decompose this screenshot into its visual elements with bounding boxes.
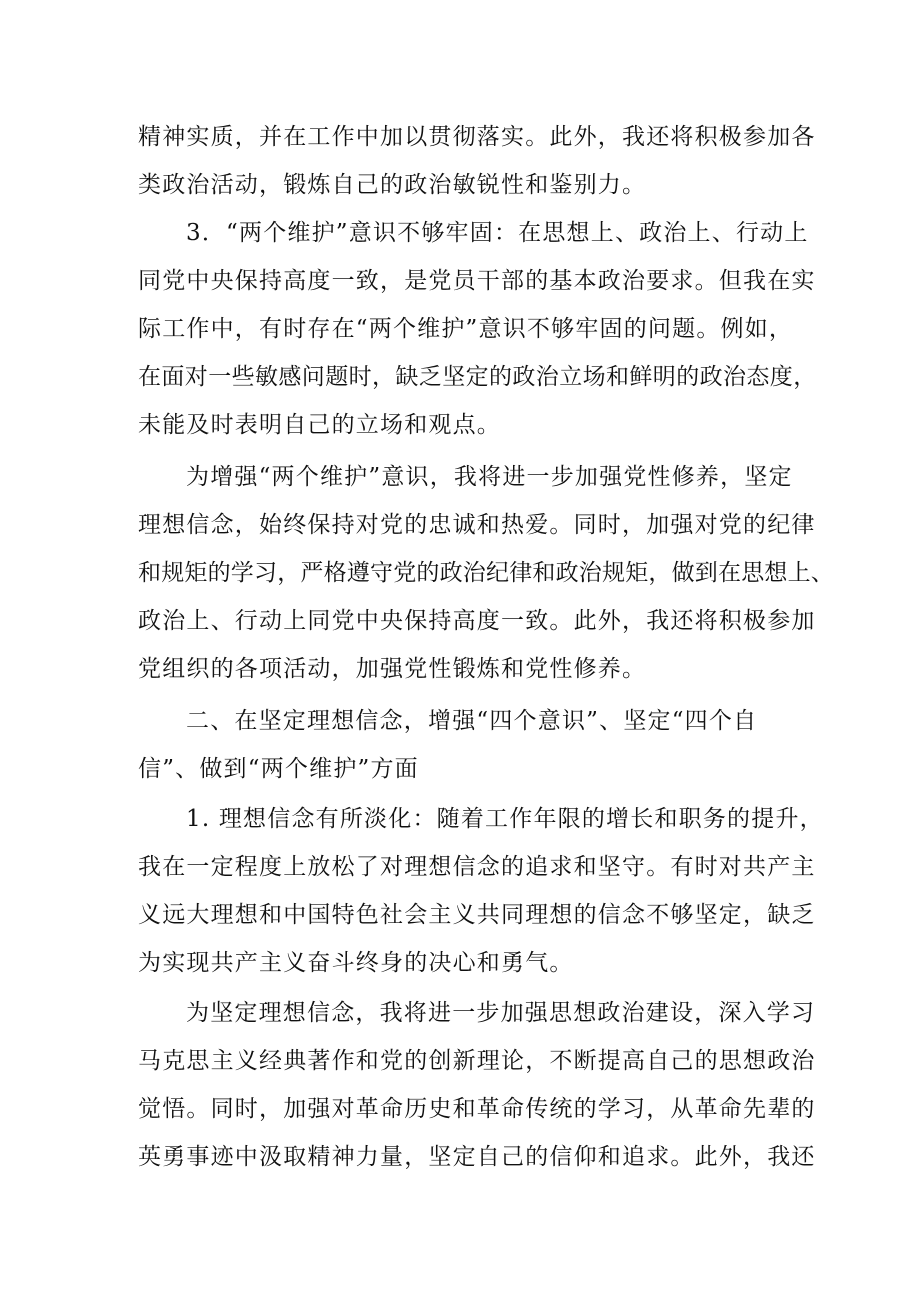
text-line: 在面对一些敏感问题时，缺乏坚定的政治立场和鲜明的政治态度， (138, 364, 817, 390)
text-line: 3．“两个维护”意识不够牢固：在思想上、政治上、行动上 (186, 220, 809, 246)
text-line: 政治上、行动上同党中央保持高度一致。此外，我还将积极参加 (138, 608, 816, 634)
text-line: 觉悟。同时，加强对革命历史和革命传统的学习，从革命先辈的 (138, 1096, 816, 1122)
text-line: 马克思主义经典著作和党的创新理论，不断提高自己的思想政治 (138, 1048, 816, 1074)
text-line: 为坚定理想信念，我将进一步加强思想政治建设，深入学习 (186, 1000, 816, 1026)
text-line: 理想信念，始终保持对党的忠诚和热爱。同时，加强对党的纪律 (138, 512, 816, 538)
text-line: 际工作中，有时存在“两个维护”意识不够牢固的问题。例如， (138, 316, 794, 342)
text-line: 义远大理想和中国特色社会主义共同理想的信念不够坚定，缺乏 (138, 902, 816, 928)
section-heading: 二、在坚定理想信念，增强“四个意识”、坚定“四个自 (186, 708, 758, 734)
text-line: 为实现共产主义奋斗终身的决心和勇气。 (138, 950, 574, 976)
text-line: 我在一定程度上放松了对理想信念的追求和坚守。有时对共产主 (138, 854, 816, 880)
text-line: 英勇事迹中汲取精神力量，坚定自己的信仰和追求。此外，我还 (138, 1144, 816, 1170)
text-line: 为增强“两个维护”意识，我将进一步加强党性修养，坚定 (186, 464, 793, 490)
text-line: 党组织的各项活动，加强党性锻炼和党性修养。 (138, 656, 647, 682)
section-heading: 信”、做到“两个维护”方面 (138, 756, 419, 782)
text-line: 类政治活动，锻炼自己的政治敏锐性和鉴别力。 (138, 172, 647, 198)
text-line: 和规矩的学习，严格遵守党的政治纪律和政治规矩，做到在思想上、 (138, 560, 834, 586)
text-line: 同党中央保持高度一致，是党员干部的基本政治要求。但我在实 (138, 268, 816, 294)
text-line: 未能及时表明自己的立场和观点。 (138, 412, 501, 438)
text-line: 精神实质，并在工作中加以贯彻落实。此外，我还将积极参加各 (138, 124, 816, 150)
text-line: 1. 理想信念有所淡化：随着工作年限的增长和职务的提升， (186, 806, 824, 832)
